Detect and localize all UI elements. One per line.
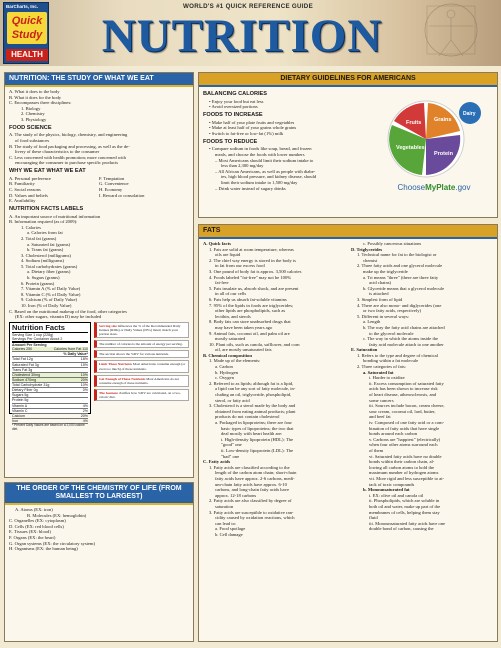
fats-heading: FATS xyxy=(199,225,497,239)
table-row: Sodium 470mg 20% xyxy=(12,377,88,382)
plate-dairy-label: Dairy xyxy=(463,111,476,117)
table-row: Trans Fat 3g xyxy=(12,368,88,373)
chemistry-heading: THE ORDER OF THE CHEMISTRY OF LIFE (FROM SMALLEST TO LARGEST) xyxy=(5,483,193,505)
table-row: Total Fat 12g 18% xyxy=(12,357,88,362)
quickstudy-badge xyxy=(3,2,49,64)
plate-grains-label: Grains xyxy=(434,117,452,123)
nutrition-facts-figure xyxy=(9,322,189,431)
dietary-guidelines-section xyxy=(198,72,498,218)
study-body: A. What it does to the body B. What it does for the body C. Encompasses three disciplines: 1. Biology 2. Chemistry 3. Physiology FOOD SCIENCE A. The study of the physics, biology, chemistry, and engineering of food substances B. The study of food packaging and processing, as well as the de- livery of these characteristics to the consumer C. Less concerned with health promotion; more concerned with encouraging the consumer to purchase specific products WHY WE EAT WHAT WE EAT A. Personal preference B. Familiarity C. Social reasons D. Values and beliefs E. Availability F. Temptation G. Convenience H. Economy I. Reward or consolation NUTRITION FACTS LABELS A. An important source of nutritional information B. Information required (as of 2009): 1. Calories a. Calories from fat 2. Total fat (grams) a. Saturated fat (grams) b. Trans fat (grams) 3. Cholesterol (milligrams) 4. Sodium (milligrams) 5. Total carbohydrates (grams) a. Dietary fiber (grams) b. Sugars (grams) 6. Protein (grams) 7. Vitamin A (% of Daily Value) 8. Vitamin C (% of Daily Value) 9. Calcium (% of Daily Value) 10. Iron (% of Daily Value) C. Based on the nutritional makeup of the food, other categories (EX: other sugars, vitamin D) may be included Nutrition Facts Serving Size 1 cup (228g) Servings Per Container About 2 Amount Per Serving Calories 250 Calories from Fat 110 % Daily Value* Total Fat 12g 18% Saturated Fat 3g 15% Trans Fat 3g Cholesterol 30mg 10% Sodium 470mg 20% Total Carbohydrate 31g 10% Dietary Fiber 0g 0% Sugars 5g Protein 5g Vitamin A 4% Vitamin C 2% Calcium 20% Iron 4% * Percent Daily Values are based on a 2,000 calorie diet. Serving size influences the % of the Recommended Daily Intakes (RDIs) or Daily Values (DVs) listed; match your portion sizes. The number of calories is the amount of energy per serving. The section shows the %DV for various nutrients. Limit These Nutrients Most Americans consume enough (or even too much) of these nutrients. Get Enough of These Nutrients Most Americans do not consume enough of these nutrients. The footnote clarifies how %DV are calculated, on a two-caloric diet. xyxy=(5,87,193,418)
table-row: Cholesterol 30mg 10% xyxy=(12,372,88,377)
anatomy-sketch-icon xyxy=(391,0,501,66)
fats-section xyxy=(198,224,498,642)
food-science-heading: FOOD SCIENCE xyxy=(9,124,52,131)
table-row: Total Carbohydrate 31g 10% xyxy=(12,383,88,388)
table-row: Sugars 5g xyxy=(12,393,88,398)
labels-heading: NUTRITION FACTS LABELS xyxy=(9,205,84,212)
plate-protein-label: Protein xyxy=(434,151,453,157)
plate-vegetables-label: Vegetables xyxy=(396,145,425,151)
left-column xyxy=(4,72,194,642)
chemistry-section xyxy=(4,482,194,642)
myplate-icon xyxy=(384,91,484,181)
nutrition-facts-notes xyxy=(94,322,189,414)
table-row: Dietary Fiber 0g 0% xyxy=(12,388,88,393)
table-row: Iron 4% xyxy=(12,418,88,423)
health-tag: HEALTH xyxy=(6,49,48,61)
note-limit: Limit These Nutrients Most Americans consume enough (or even too much) of these nutrients. xyxy=(94,360,189,372)
chemistry-body: A. Atoms (EX: iron) B. Molecules (EX: hemoglobin) C. Organelles (EX: cytoplasm) D. Cells (EX: red blood cells) E. Tissues (EX: blood) F. Organs (EX: the heart) G. Organ systems (EX: the circulatory system) H. Organisms (EX: the human being) xyxy=(9,507,96,552)
note-serving: Serving size influences the % of the Recommended Daily Intakes (RDIs) or Daily Values (DVs) listed; match your portion sizes. xyxy=(94,322,189,338)
table-row: Saturated Fat 3g 15% xyxy=(12,362,88,367)
note-calories: The number of calories is the amount of energy per serving. xyxy=(94,340,189,348)
study-section xyxy=(4,72,194,478)
why-heading: WHY WE EAT WHAT WE EAT xyxy=(9,167,86,174)
nutrition-facts-label: Nutrition Facts Serving Size 1 cup (228g) Servings Per Container About 2 Amount Per Serving Calories 250 Calories from Fat 110 % Daily Value* Total Fat 12g 18% Saturated Fat 3g 15% Trans Fat 3g Cholesterol 30mg 10% Sodium 470mg 20% Total Carbohydrate 31g 10% Dietary Fiber 0g 0% Sugars 5g Protein 5g Vitamin A 4% Vitamin C 2% Calcium 20% Iron 4% * Percent Daily Values are based on a 2,000 calorie diet. xyxy=(9,322,91,414)
myplate-figure xyxy=(371,87,497,193)
note-get-enough: Get Enough of These Nutrients Most Americans do not consume enough of these nutrients. xyxy=(94,375,189,387)
why-list: A. Personal preference B. Familiarity C. Social reasons D. Values and beliefs E. Availability F. Temptation G. Convenience H. Economy I. Reward or consolation xyxy=(9,175,145,204)
quickstudy-logo: Quick Study xyxy=(7,12,47,44)
plate-fruits-label: Fruits xyxy=(406,120,422,126)
right-column xyxy=(198,72,498,642)
table-row: Protein 5g xyxy=(12,398,88,403)
table-row: Vitamin A 4% xyxy=(12,403,88,408)
tagline: WORLD'S #1 QUICK REFERENCE GUIDE xyxy=(182,3,314,10)
dietary-guidelines-text: BALANCING CALORIES • Enjoy your food but eat less • Avoid oversized portions FOODS TO INCREASE • Make half of your plate fruits and vegetables • Make at least half of your grains whole grains • Switch to fat-free or low-fat (1%) milk FOODS TO REDUCE • Compare sodium in foods like soup, bread, and frozen meals, and choose the foods with lower numbers – Most Americans should limit their sodium intake to less than 2,300 mg/day – All African Americans, as well as people with diabe- tes, high blood pressure, and kidney disease, should limit their sodium intake to 1,500 mg/day – Drink water instead of sugary drinks xyxy=(203,91,317,191)
page-header xyxy=(0,0,501,66)
note-footnote: The footnote clarifies how %DV are calculated, on a two-caloric diet. xyxy=(94,389,189,401)
table-row: Vitamin C 2% xyxy=(12,408,88,413)
fats-right-column: c. Possibly cancerous situations D. Triglycerides 1. Technical name for fat to the biologist or chemist 2. Three fatty acids and one glycerol molecule make up the triglyceride a. Tri means "three" (there are three fatty acid chains) b. Glyceride means that a glycerol molecule is attached 3. Simplest form of lipid 4. There are also mono- and diglycerides (one or two fatty acids, respectively) 5. Different in several ways: a. Length b. The way the fatty acid chains are attached to the glycerol molecule c. The way in which the atoms inside the fatty acid molecule attach to one another E. Saturation 1. Refers to the type and degree of chemical bonding within a fat molecule 2. Three categories of fats: a. Saturated fat i. Harder to oxidize ii. Excess consumption of saturated fatty acids has been shown to increase risk of heart disease, atherosclerosis, and some cancers iii. Sources include bacon, cream cheese, sour cream, coconut oil, lard, butter, and beef fat iv. Composed of one fatty acid or a com- bination of fatty acids that have single bonds around each carbon v. Carbons are "happiest" (electrically) when four other atoms surround each of them vi. Saturated fatty acids have no double bonds within their carbon chain, al- lowing all carbon atoms to hold the maximum number of hydrogen atoms vii. More rigid and less susceptible to at- tack of toxic compounds b. Monounsaturated fat i. EX: olive oil and canola oil ii. Phospholipids, which are soluble in both oil and water, make up part of the membranes of cells, helping them stay fluid iii. Monounsaturated fatty acids have one double bond of carbon, causing the xyxy=(351,241,446,532)
brand-text: BarCharts, Inc. xyxy=(6,4,39,9)
myplate-url: ChooseMyPlate.gov xyxy=(397,183,471,192)
note-dv: The section shows the %DV for various nutrients. xyxy=(94,350,189,358)
page-title: NUTRITION xyxy=(101,10,383,62)
table-row: Calcium 20% xyxy=(12,413,88,418)
dietary-guidelines-heading: DIETARY GUIDELINES FOR AMERICANS xyxy=(199,73,497,87)
fats-left-column: A. Quick facts 1. Fats are solid at room temperature, whereas oils are liquid 2. The chief way energy is stored in the body is in fat from our excess food 3. One pound of body fat is approx. 3,500 calories 4. Foods labeled "fat-free" may not be 100% fat-free 5. Fats insulate us, absorb shock, and are present in all of our cells 6. Fats help us absorb fat-soluble vitamins 7. 95% of the lipids in foods are triglycerides; other lipids are phospholipids, such as lecithin, and sterols 8. Body fats can store unabsorbed drugs that may have been taken years ago 9. Animal fats, coconut oil, and palm oil are mostly saturated 10. Plant oils, such as canola, safflower, and corn oil, are mostly unsaturated fats B. Chemical composition 1. Made up of the elements: a. Carbon b. Hydrogen c. Oxygen 2. Referred to as lipids; although fat is a lipid, a lipid can be any sort of fatty molecule, in- cluding an oil, triglyceride, phospholipid, sterol, or fatty acid 3. Cholesterol is a sterol made by the body and obtained from eating animal products; plant products do not contain cholesterol a. Packaged in lipoproteins; there are four basic types of lipoproteins; the two that deal mostly with heart health are: i. High-density lipoprotein (HDL): The "good" one ii. Low-density lipoprotein (LDL): The "bad" one C. Fatty acids 1. Fatty acids are classified according to the length of the carbon atom chain; short-chain fatty acids have approx. 2-6 carbons, medi- um-chain fatty acids have approx. 6-10 carbons, and long-chain fatty acids have approx. 12-18 carbons 2. Fatty acids are also classified by degree of saturation 3. Fatty acids are susceptible to oxidative ran- cidity caused by oxidation reactions, which can lead to: a. Food spoilage b. Cell damage xyxy=(203,241,302,537)
study-heading: NUTRITION: THE STUDY OF WHAT WE EAT xyxy=(5,73,193,87)
